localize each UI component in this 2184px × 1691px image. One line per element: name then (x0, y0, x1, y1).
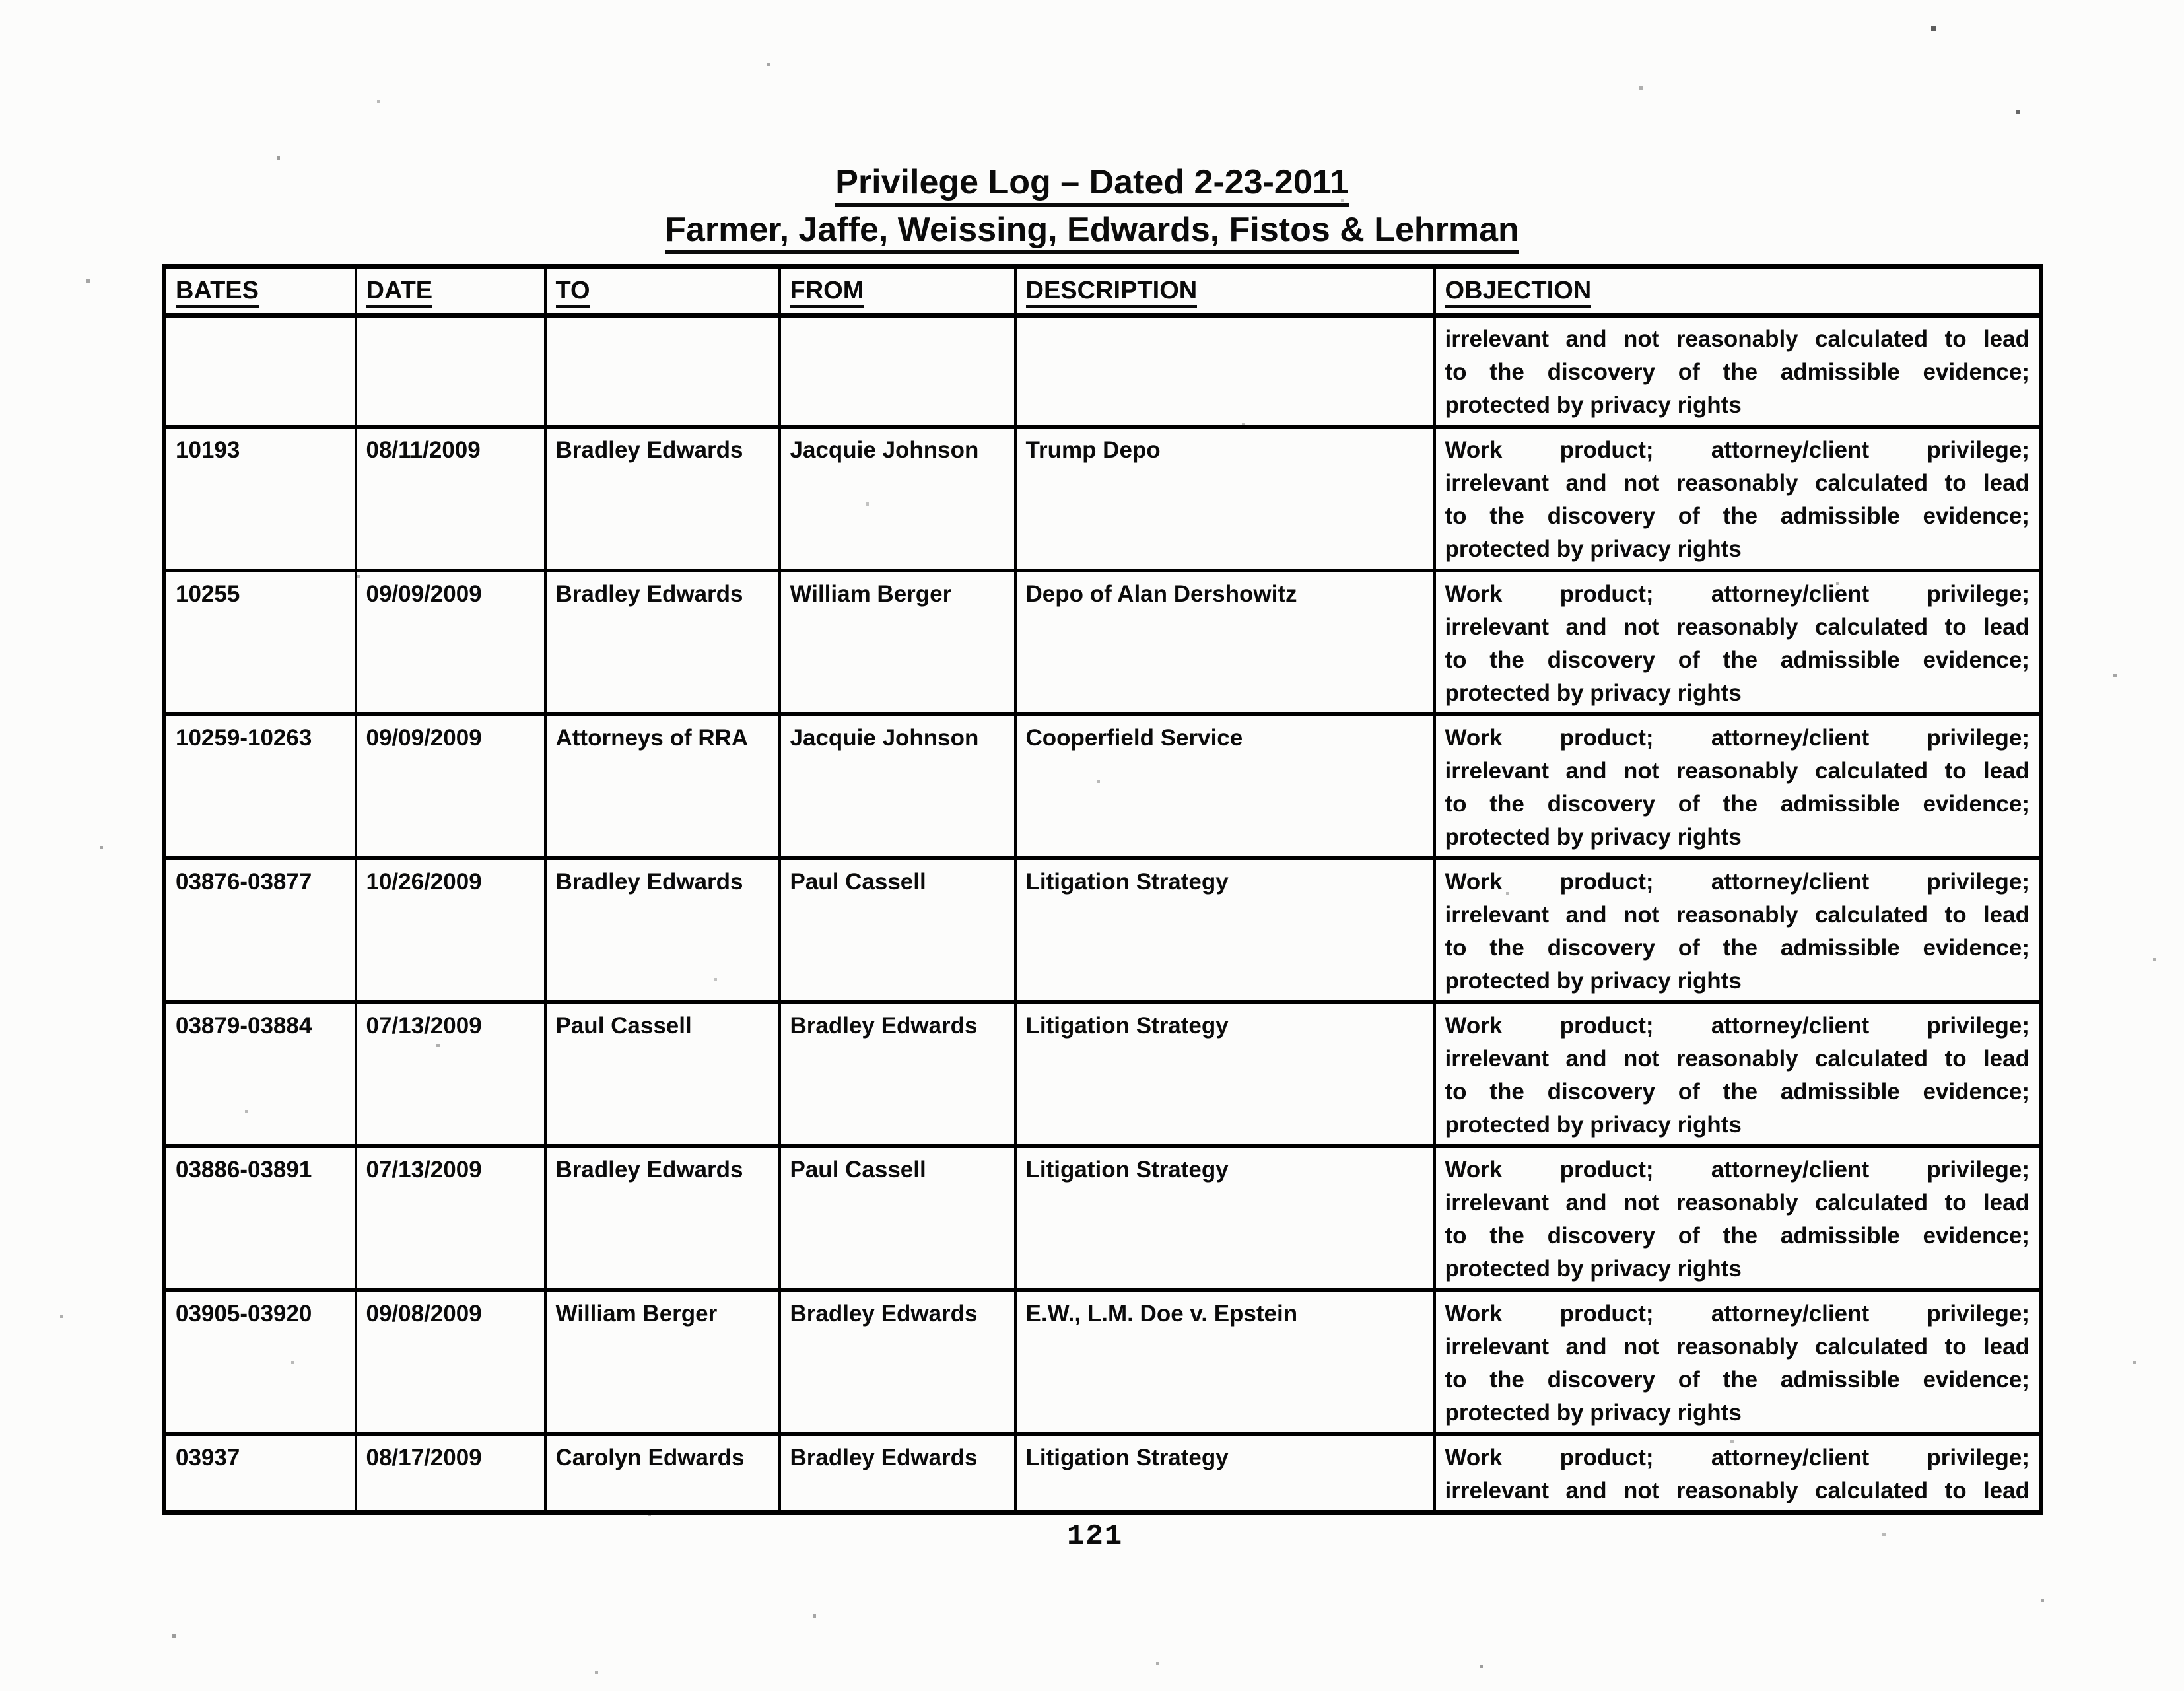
column-header-date: DATE (356, 267, 545, 316)
objection-line: irrelevant and not reasonably calculated to lead (1445, 1334, 2030, 1360)
objection-line: to the discovery of the admissible evidence; (1445, 791, 2030, 817)
objection-line: protected by privacy rights (1445, 1112, 1742, 1138)
cell-to: Bradley Edwards (545, 427, 780, 570)
table-row (164, 1434, 2041, 1513)
cell-description: Cooperfield Service (1015, 714, 1435, 858)
cell-date: 08/11/2009 (356, 427, 545, 570)
scan-noise-specks (0, 0, 2, 2)
column-header-bates: BATES (164, 267, 356, 316)
privilege-log-table (162, 264, 2043, 1515)
objection-line: to the discovery of the admissible evidence; (1445, 647, 2030, 673)
table-row (164, 714, 2041, 858)
cell-date: 10/26/2009 (356, 858, 545, 1002)
table-row (164, 427, 2041, 570)
cell-to: Bradley Edwards (545, 858, 780, 1002)
cell-objection (1435, 316, 2041, 427)
cell-bates (164, 316, 356, 427)
objection-line: Work product; attorney/client privilege; (1445, 581, 2030, 607)
cell-objection (1435, 1434, 2041, 1513)
cell-bates: 10193 (164, 427, 356, 570)
cell-date: 09/09/2009 (356, 570, 545, 714)
objection-line: Work product; attorney/client privilege; (1445, 1013, 2030, 1039)
cell-description: Litigation Strategy (1015, 1146, 1435, 1290)
objection-line: irrelevant and not reasonably calculated to lead (1445, 758, 2030, 784)
objection-line: Work product; attorney/client privilege; (1445, 1301, 2030, 1327)
objection-line: irrelevant and not reasonably calculated to lead (1445, 470, 2030, 496)
table-header-row (164, 267, 2041, 316)
objection-line: protected by privacy rights (1445, 1400, 1742, 1426)
cell-to: Attorneys of RRA (545, 714, 780, 858)
cell-to (545, 316, 780, 427)
objection-line: Work product; attorney/client privilege; (1445, 869, 2030, 895)
objection-line: irrelevant and not reasonably calculated to lead (1445, 1190, 2030, 1216)
column-header-from: FROM (780, 267, 1015, 316)
cell-from: Paul Cassell (780, 1146, 1015, 1290)
cell-date (356, 316, 545, 427)
cell-bates: 03879-03884 (164, 1002, 356, 1146)
cell-description: Litigation Strategy (1015, 1434, 1435, 1513)
table-row (164, 1002, 2041, 1146)
page-number: 121 (1067, 1520, 1124, 1553)
objection-line: to the discovery of the admissible evidence; (1445, 359, 2030, 385)
objection-line: to the discovery of the admissible evidence; (1445, 935, 2030, 961)
objection-line: Work product; attorney/client privilege; (1445, 1445, 2030, 1470)
objection-line: protected by privacy rights (1445, 1256, 1742, 1282)
cell-to: Bradley Edwards (545, 1146, 780, 1290)
table-row (164, 570, 2041, 714)
cell-description: Litigation Strategy (1015, 858, 1435, 1002)
cell-date: 07/13/2009 (356, 1002, 545, 1146)
cell-description (1015, 316, 1435, 427)
objection-line: to the discovery of the admissible evidence; (1445, 1367, 2030, 1393)
cell-bates: 10255 (164, 570, 356, 714)
cell-to: William Berger (545, 1290, 780, 1434)
cell-to: Carolyn Edwards (545, 1434, 780, 1513)
objection-line: irrelevant and not reasonably calculated to lead (1445, 1478, 2030, 1503)
log-table-body (164, 316, 2041, 1513)
cell-objection (1435, 427, 2041, 570)
cell-description: Litigation Strategy (1015, 1002, 1435, 1146)
cell-description: E.W., L.M. Doe v. Epstein (1015, 1290, 1435, 1434)
column-header-objection: OBJECTION (1435, 267, 2041, 316)
cell-objection (1435, 1290, 2041, 1434)
cell-bates: 03876-03877 (164, 858, 356, 1002)
document-heading (0, 158, 2184, 254)
cell-date: 07/13/2009 (356, 1146, 545, 1290)
column-header-description: DESCRIPTION (1015, 267, 1435, 316)
objection-line: irrelevant and not reasonably calculated to lead (1445, 1046, 2030, 1072)
cell-from: Jacquie Johnson (780, 427, 1015, 570)
cell-from: William Berger (780, 570, 1015, 714)
objection-line: protected by privacy rights (1445, 536, 1742, 562)
objection-line: protected by privacy rights (1445, 680, 1742, 706)
cell-from: Paul Cassell (780, 858, 1015, 1002)
objection-line: protected by privacy rights (1445, 968, 1742, 994)
cell-description: Depo of Alan Dershowitz (1015, 570, 1435, 714)
objection-line: to the discovery of the admissible evidence; (1445, 1079, 2030, 1105)
cell-from: Bradley Edwards (780, 1290, 1015, 1434)
objection-line: Work product; attorney/client privilege; (1445, 1157, 2030, 1183)
cell-from (780, 316, 1015, 427)
cell-objection (1435, 1002, 2041, 1146)
cell-from: Jacquie Johnson (780, 714, 1015, 858)
cell-from: Bradley Edwards (780, 1434, 1015, 1513)
page-title: Privilege Log – Dated 2-23-2011 (0, 158, 2184, 206)
cell-description: Trump Depo (1015, 427, 1435, 570)
cell-objection (1435, 1146, 2041, 1290)
cell-date: 08/17/2009 (356, 1434, 545, 1513)
cell-to: Paul Cassell (545, 1002, 780, 1146)
cell-date: 09/08/2009 (356, 1290, 545, 1434)
cell-objection (1435, 858, 2041, 1002)
objection-line: to the discovery of the admissible evidence; (1445, 1223, 2030, 1249)
page-subtitle: Farmer, Jaffe, Weissing, Edwards, Fistos & Lehrman (0, 206, 2184, 254)
cell-date: 09/09/2009 (356, 714, 545, 858)
column-header-to: TO (545, 267, 780, 316)
objection-line: protected by privacy rights (1445, 392, 1742, 418)
cell-bates: 03937 (164, 1434, 356, 1513)
objection-line: protected by privacy rights (1445, 824, 1742, 850)
table-row (164, 1146, 2041, 1290)
cell-objection (1435, 714, 2041, 858)
cell-objection (1435, 570, 2041, 714)
objection-line: irrelevant and not reasonably calculated to lead (1445, 326, 2030, 352)
objection-line: Work product; attorney/client privilege; (1445, 725, 2030, 751)
cell-from: Bradley Edwards (780, 1002, 1015, 1146)
cell-bates: 03886-03891 (164, 1146, 356, 1290)
cell-bates: 03905-03920 (164, 1290, 356, 1434)
table-row (164, 858, 2041, 1002)
table-row (164, 1290, 2041, 1434)
objection-line: to the discovery of the admissible evidence; (1445, 503, 2030, 529)
objection-line: irrelevant and not reasonably calculated to lead (1445, 614, 2030, 640)
cell-to: Bradley Edwards (545, 570, 780, 714)
objection-line: Work product; attorney/client privilege; (1445, 437, 2030, 463)
cell-bates: 10259-10263 (164, 714, 356, 858)
objection-line: irrelevant and not reasonably calculated to lead (1445, 902, 2030, 928)
table-row (164, 316, 2041, 427)
